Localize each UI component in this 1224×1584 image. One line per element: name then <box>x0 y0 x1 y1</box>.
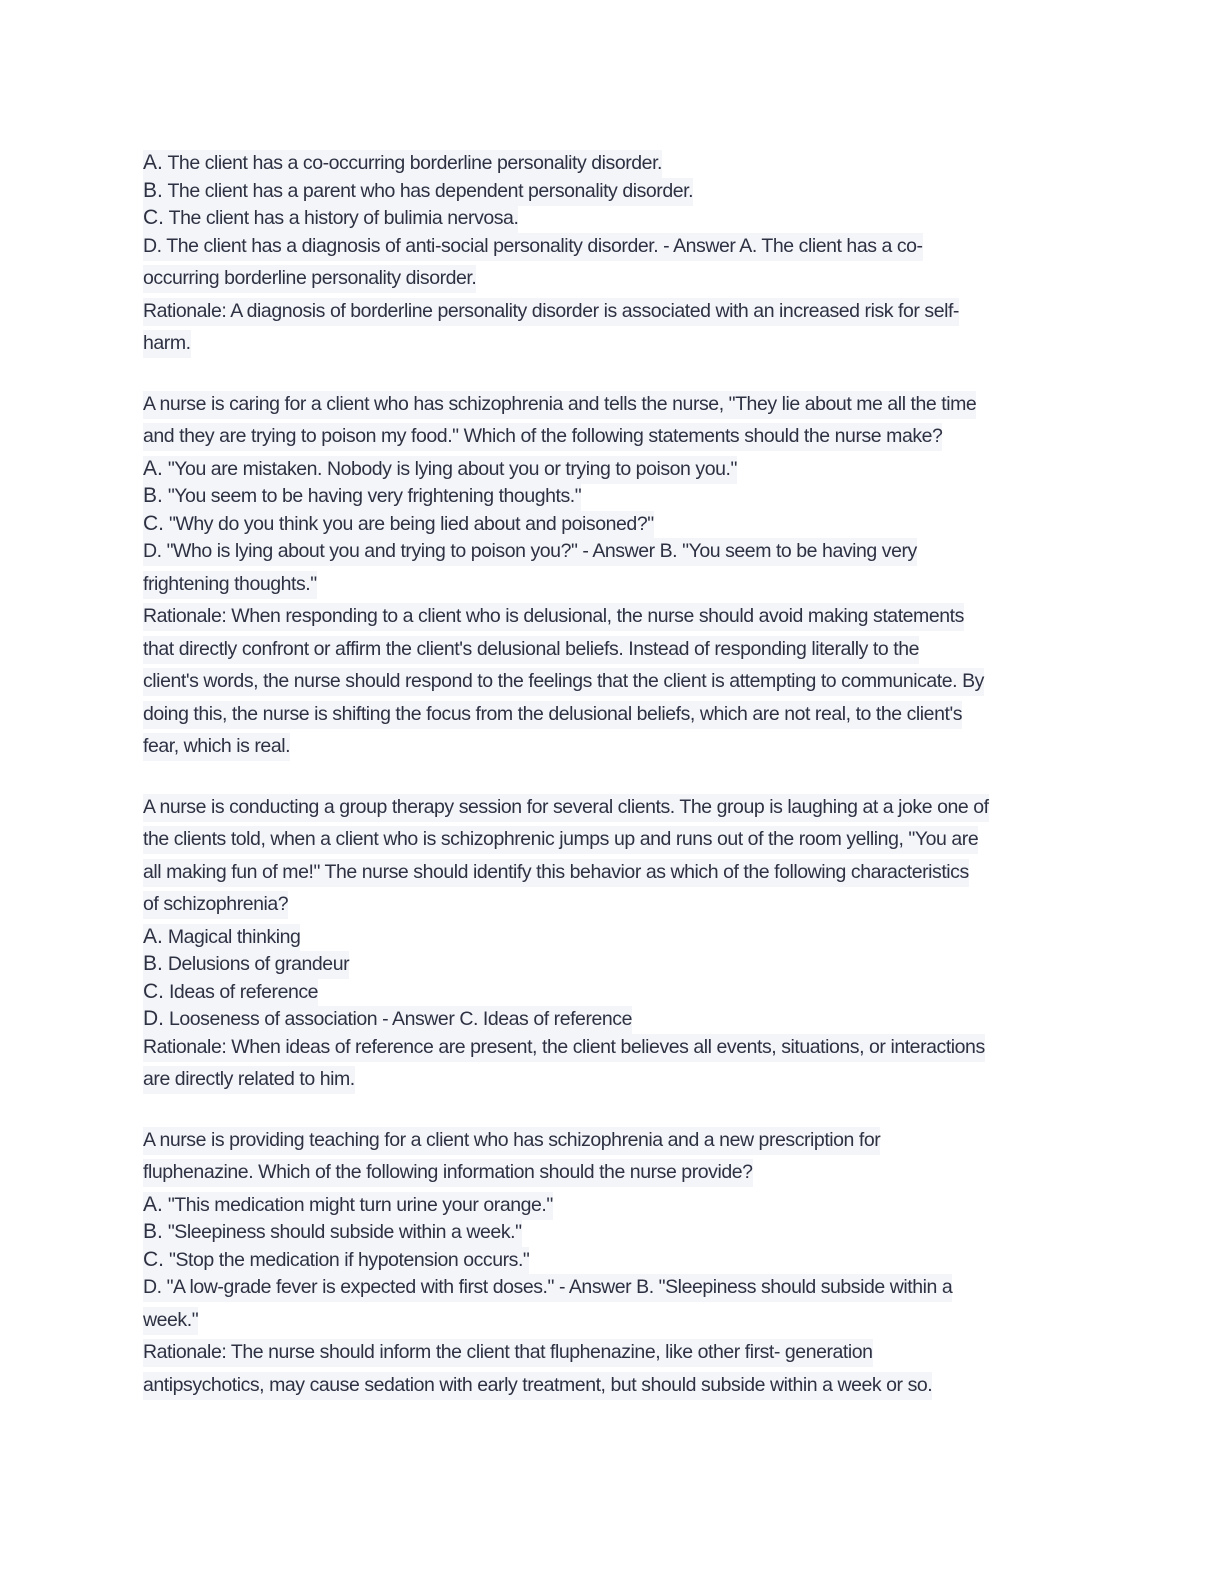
q4-rationale-line-2: antipsychotics, may cause sedation with early treatment, but should subside within a week or so. <box>143 1372 1073 1405</box>
q3-question-line-2: the clients told, when a client who is schizophrenic jumps up and runs out of the room yelling, "You are <box>143 826 1073 859</box>
q2-option-a: A. "You are mistaken. Nobody is lying about you or trying to poison you." <box>143 456 1073 484</box>
q2-answer-continued: frightening thoughts." <box>143 571 1073 604</box>
q2-rationale-line-1: Rationale: When responding to a client who is delusional, the nurse should avoid making statements <box>143 603 1073 636</box>
q1-option-d: D. The client has a diagnosis of anti-social personality disorder. - Answer A. The client has a co- <box>143 233 1073 266</box>
q3-option-b: B. Delusions of grandeur <box>143 951 1073 979</box>
q2-rationale-line-5: fear, which is real. <box>143 733 1073 766</box>
q1-option-a: A. The client has a co-occurring borderline personality disorder. <box>143 150 1073 178</box>
q3-option-d: D. Looseness of association - Answer C. Ideas of reference <box>143 1006 1073 1034</box>
page-content <box>143 150 1073 1404</box>
q4-option-c: C. "Stop the medication if hypotension occurs." <box>143 1247 1073 1275</box>
q3-question-line-3: all making fun of me!" The nurse should identify this behavior as which of the following characteristics <box>143 859 1073 892</box>
q2-question-line-1: A nurse is caring for a client who has schizophrenia and tells the nurse, "They lie about me all the time <box>143 391 1073 424</box>
q4-option-d: D. "A low-grade fever is expected with first doses." - Answer B. "Sleepiness should subside within a <box>143 1274 1073 1307</box>
q3-question-line-4: of schizophrenia? <box>143 891 1073 924</box>
q3-option-c: C. Ideas of reference <box>143 979 1073 1007</box>
q1-rationale-line-1: Rationale: A diagnosis of borderline personality disorder is associated with an increased risk for self- <box>143 298 1073 331</box>
q1-answer-continued: occurring borderline personality disorder. <box>143 265 1073 298</box>
q3-rationale-line-2: are directly related to him. <box>143 1066 1073 1099</box>
q2-rationale-line-2: that directly confront or affirm the client's delusional beliefs. Instead of responding literally to the <box>143 636 1073 669</box>
q1-option-b: B. The client has a parent who has dependent personality disorder. <box>143 178 1073 206</box>
q2-rationale-line-3: client's words, the nurse should respond to the feelings that the client is attempting to communicate. By <box>143 668 1073 701</box>
q1-option-c: C. The client has a history of bulimia nervosa. <box>143 205 1073 233</box>
q2-option-b: B. "You seem to be having very frightening thoughts." <box>143 483 1073 511</box>
q4-answer-continued: week." <box>143 1307 1073 1340</box>
q2-rationale-line-4: doing this, the nurse is shifting the focus from the delusional beliefs, which are not real, to the client's <box>143 701 1073 734</box>
q2-question-line-2: and they are trying to poison my food." Which of the following statements should the nurse make? <box>143 423 1073 456</box>
q4-question-line-1: A nurse is providing teaching for a client who has schizophrenia and a new prescription for <box>143 1127 1073 1160</box>
q4-option-b: B. "Sleepiness should subside within a week." <box>143 1219 1073 1247</box>
q3-option-a: A. Magical thinking <box>143 924 1073 952</box>
q4-option-a: A. "This medication might turn urine your orange." <box>143 1192 1073 1220</box>
q4-question-line-2: fluphenazine. Which of the following information should the nurse provide? <box>143 1159 1073 1192</box>
q3-question-line-1: A nurse is conducting a group therapy session for several clients. The group is laughing at a joke one of <box>143 794 1073 827</box>
q2-option-c: C. "Why do you think you are being lied about and poisoned?" <box>143 511 1073 539</box>
q4-rationale-line-1: Rationale: The nurse should inform the client that fluphenazine, like other first- generation <box>143 1339 1073 1372</box>
q1-rationale-line-2: harm. <box>143 330 1073 363</box>
q2-option-d: D. "Who is lying about you and trying to poison you?" - Answer B. "You seem to be having very <box>143 538 1073 571</box>
q3-rationale-line-1: Rationale: When ideas of reference are present, the client believes all events, situations, or interactions <box>143 1034 1073 1067</box>
